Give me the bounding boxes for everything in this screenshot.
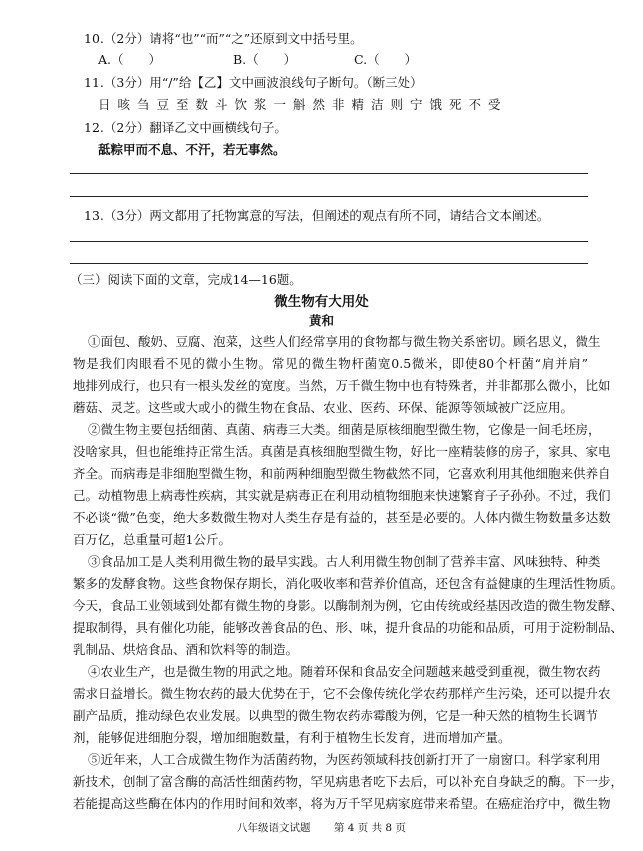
body-line: 没啥家具，但也能维持正常生活。真菌是真核细胞型微生物，好比一座精装修的房子，家具、家电 bbox=[73, 444, 611, 459]
article-title: 微生物有大用处 bbox=[274, 294, 369, 310]
body-line: ③食品加工是人类利用微生物的最早实践。古人利用微生物创制了营养丰富、风味独特、种类 bbox=[88, 554, 601, 569]
option-a: A.（ ） bbox=[98, 52, 162, 67]
body-line: ④农业生产，也是微生物的用武之地。随着环保和食品安全问题越来越受到重视，微生物农药 bbox=[88, 664, 601, 679]
option-c: C.（ ） bbox=[354, 52, 418, 67]
question-12-sentence: 䑛粽甲而不息、不汗，若无事然。 bbox=[98, 142, 286, 157]
body-line: 提取制得，具有催化功能，能够改善食品的色、形、味，提升食品的功能和品质，可用于淀粉制品、 bbox=[73, 620, 624, 635]
body-line: 剂，能够促进细胞分裂，增加细胞数量，有利于植物生长发育，进而增加产量。 bbox=[73, 730, 511, 745]
body-line: 副产品质，推动绿色农业发展。以典型的微生物农药赤霉酸为例，它是一种天然的植物生长调节 bbox=[73, 708, 599, 723]
section-heading: （三）阅读下面的文章，完成14—16题。 bbox=[70, 272, 302, 287]
body-line: ②微生物主要包括细菌、真菌、病毒三大类。细菌是原核细胞型微生物，它像是一间毛坯房， bbox=[88, 422, 601, 437]
body-line: 需求日益增长。微生物农药的最大优势在于，它不会像传统化学农药那样产生污染，还可以提升农 bbox=[73, 686, 611, 701]
question-11-sentence: 日咳刍豆至数斗饮浆一斛然非精洁则宁饿死不受 bbox=[98, 97, 508, 112]
option-b: B.（ ） bbox=[233, 52, 297, 67]
body-line: 百万亿，总重量可超1公斤。 bbox=[73, 532, 231, 547]
body-line: 乳制品、烘焙食品、酒和饮料等的制造。 bbox=[73, 642, 299, 657]
question-13: 13.（3分）两文都用了托物寓意的写法，但阐述的观点有所不同，请结合文本阐述。 bbox=[84, 208, 550, 223]
body-line: 地排列成行，也只有一根头发丝的宽度。当然，万千微生物中也有特殊者，并非都那么微小，比如 bbox=[73, 378, 611, 393]
article-author: 黄和 bbox=[308, 313, 334, 328]
body-line: 今天，食品工业领域到处都有微生物的身影。以酶制剂为例，它由传统或经基因改造的微生物发酵、 bbox=[73, 598, 624, 613]
body-line: ①面包、酸奶、豆腐、泡菜，这些人们经常享用的食物都与微生物关系密切。顾名思义，微生 bbox=[88, 334, 601, 349]
question-11: 11.（3分）用“/”给【乙】文中画波浪线句子断句。（断三处） bbox=[84, 75, 423, 90]
answer-line-12a bbox=[70, 173, 588, 174]
answer-line-13a bbox=[70, 241, 588, 242]
body-line: 物是我们肉眼看不见的微小生物。常见的微生物杆菌宽0.5微米，即使80个杆菌“肩并肩” bbox=[73, 356, 588, 371]
footer-exam-title: 八年级语文试题 bbox=[237, 822, 311, 834]
footer-page-number: 第 4 页 共 8 页 bbox=[333, 822, 406, 834]
question-12: 12.（2分）翻译乙文中画横线句子。 bbox=[84, 120, 287, 135]
body-line: 己。动植物患上病毒性疾病，其实就是病毒正在利用动植物细胞来快速繁育子子孙孙。不过，我们 bbox=[73, 488, 611, 503]
page-footer bbox=[0, 820, 643, 836]
body-line: 若能提高这些酶在体内的作用时间和效率，将为万千罕见病家庭带来希望。在癌症治疗中，微生物 bbox=[73, 796, 611, 811]
answer-line-13b bbox=[70, 263, 588, 264]
body-line: 新技术，创制了富含酶的高活性细菌药物，罕见病患者吃下去后，可以补充自身缺乏的酶。下一步， bbox=[73, 774, 624, 789]
body-line: 蘑菇、灵芝。这些或大或小的微生物在食品、农业、医药、环保、能源等领域被广泛应用。 bbox=[73, 400, 574, 415]
body-line: ⑤近年来，人工合成微生物作为活菌药物，为医药领域科技创新打开了一扇窗口。科学家利用 bbox=[88, 752, 601, 767]
body-line: 繁多的发酵食物。这些食物保存期长，消化吸收率和营养价值高，还包含有益健康的生理活性物质。 bbox=[73, 576, 624, 591]
body-line: 齐全。而病毒是非细胞型微生物，和前两种细胞型微生物截然不同，它喜欢利用其他细胞来供养自 bbox=[73, 466, 611, 481]
question-10-options bbox=[98, 52, 417, 68]
body-line: 不必谈“微”色变，绝大多数微生物对人类生存是有益的，甚至是必要的。人体内微生物数量多达数 bbox=[73, 510, 611, 525]
question-10: 10.（2分）请将“也”“而”“之”还原到文中括号里。 bbox=[84, 31, 363, 46]
answer-line-12b bbox=[70, 196, 588, 197]
